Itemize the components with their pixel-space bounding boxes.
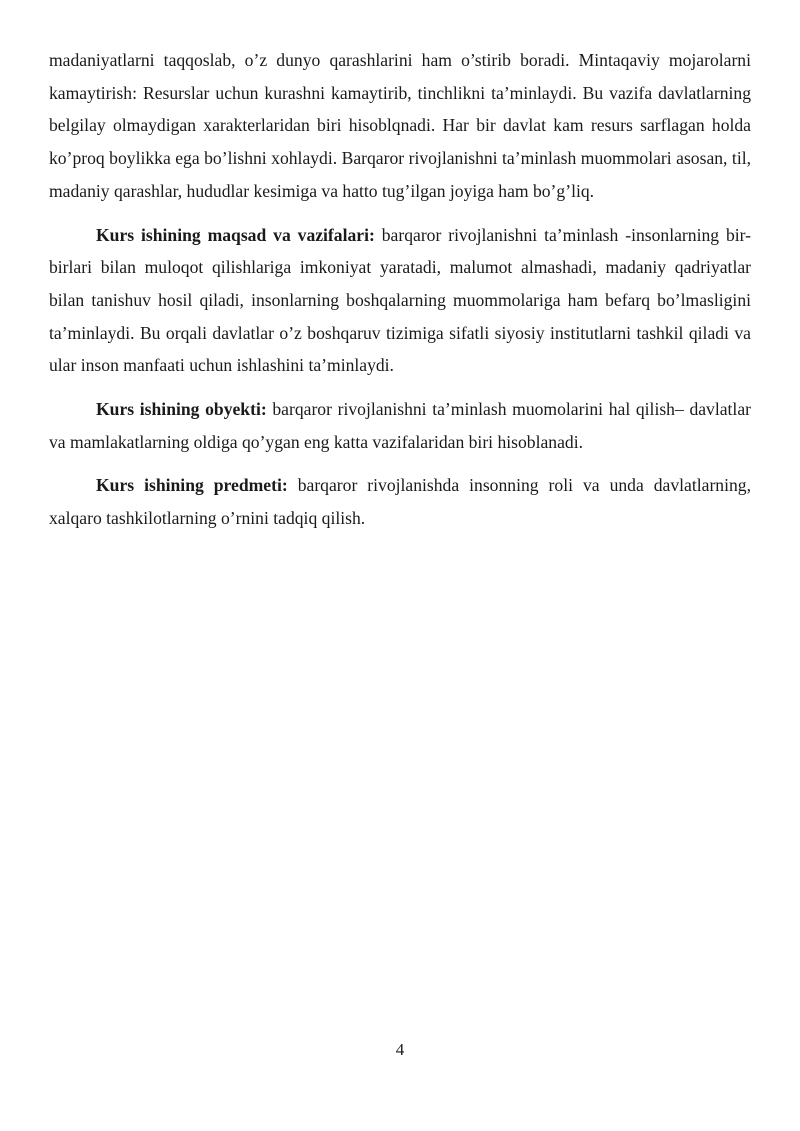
subject-text: barqaror rivojlanishda insonning roli va unda davlatlarning, xalqaro tashkilotlarning o’rnini tadqiq qilish. (49, 475, 751, 529)
document-page (49, 44, 751, 546)
goals-text: barqaror rivojlanishni ta’minlash -insonlarning bir-birlari bilan muloqot qilishlariga imkoniyat yaratadi, malumot almashadi, madaniy qadriyatlar bilan tanishuv hosil qiladi, insonlarning boshqalarning muommolariga ham befarq bo’lmasligini ta’minlaydi. Bu orqali davlatlar o’z boshqaruv tizimiga sifatli siyosiy institutlarni tashkil qiladi va ular inson manfaati uchun ishlashini ta’minlaydi. (49, 224, 751, 376)
paragraph-object (49, 393, 751, 458)
paragraph-subject (49, 469, 751, 534)
page-number: 4 (395, 1040, 405, 1059)
object-heading: Kurs ishining obyekti: (96, 399, 267, 420)
subject-heading: Kurs ishining predmeti: (96, 475, 288, 496)
goals-heading: Kurs ishining maqsad va vazifalari: (96, 224, 375, 245)
object-text: barqaror rivojlanishni ta’minlash muomolarini hal qilish– davlatlar va mamlakatlarning oldiga qo’ygan eng katta vazifalaridan biri hisoblanadi. (49, 399, 751, 452)
paragraph-intro-text: madaniyatlarni taqqoslab, o’z dunyo qarashlarini ham o’stirib boradi. Mintaqaviy mojarolarni kamaytirish: Resurslar uchun kurashni kamaytirib, tinchlikni ta’minlaydi. Bu vazifa davlatlarning belgilay olmaydigan xarakterlaridan biri hisoblqnadi. Har bir davlat kam resurs sarflagan holda ko’proq boylikka ega bo’lishni xohlaydi. Barqaror rivojlanishni ta’minlash muommolari asosan, til, madaniy qarashlar, hududlar kesimiga va hatto tug’ilgan joyiga ham bo’g’liq. (49, 50, 751, 201)
paragraph-intro (49, 44, 751, 208)
paragraph-goals (49, 219, 751, 383)
